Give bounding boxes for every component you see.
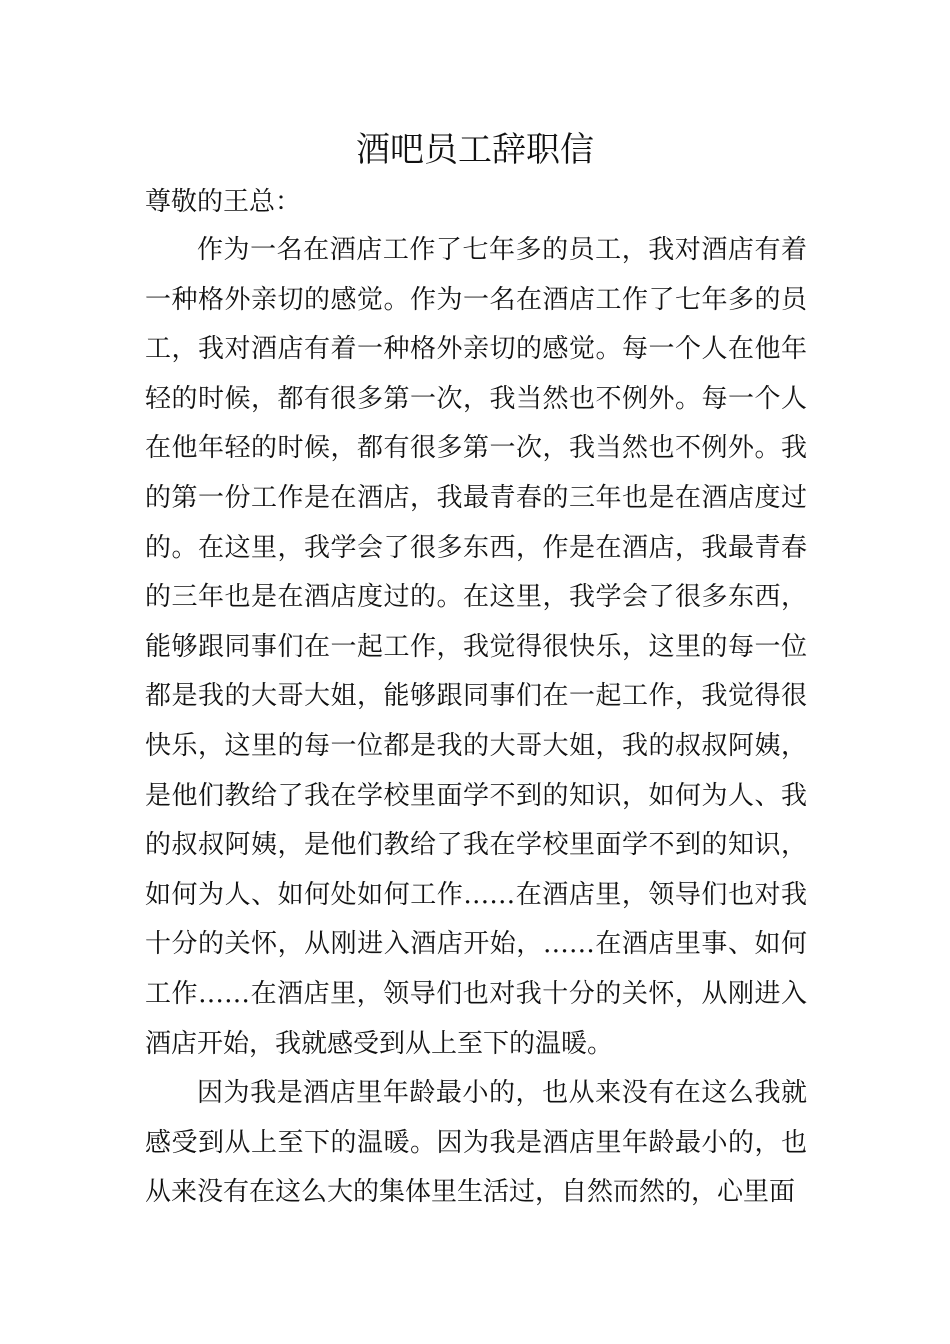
salutation: 尊敬的王总： (145, 187, 302, 217)
paragraph-2: 因为我是酒店里年龄最小的，也从来没有在这么我就感受到从上至下的温暖。因为我是酒店里年龄最小的，也从来没有在这么大的集体里生活过，自然而然的，心里面 (145, 1078, 807, 1208)
paragraph-1: 作为一名在酒店工作了七年多的员工，我对酒店有着一种格外亲切的感觉。作为一名在酒店工作了七年多的员工，我对酒店有着一种格外亲切的感觉。每一个人在他年轻的时候，都有很多第一次，我当然也不例外。每一个人在他年轻的时候，都有很多第一次，我当然也不例外。我的第一份工作是在酒店，我最青春的三年也是在酒店度过的。在这里，我学会了很多东西，作是在酒店，我最青春的三年也是在酒店度过的。在这里，我学会了很多东西，能够跟同事们在一起工作，我觉得很快乐，这里的每一位都是我的大哥大姐，能够跟同事们在一起工作，我觉得很快乐，这里的每一位都是我的大哥大姐，我的叔叔阿姨，是他们教给了我在学校里面学不到的知识，如何为人、我的叔叔阿姨，是他们教给了我在学校里面学不到的知识，如何为人、如何处如何工作……在酒店里，领导们也对我十分的关怀，从刚进入酒店开始，……在酒店里事、如何工作……在酒店里，领导们也对我十分的关怀，从刚进入酒店开始，我就感受到从上至下的温暖。 (145, 235, 807, 1059)
letter-body (145, 226, 807, 1218)
document-title: 酒吧员工辞职信 (356, 130, 594, 170)
